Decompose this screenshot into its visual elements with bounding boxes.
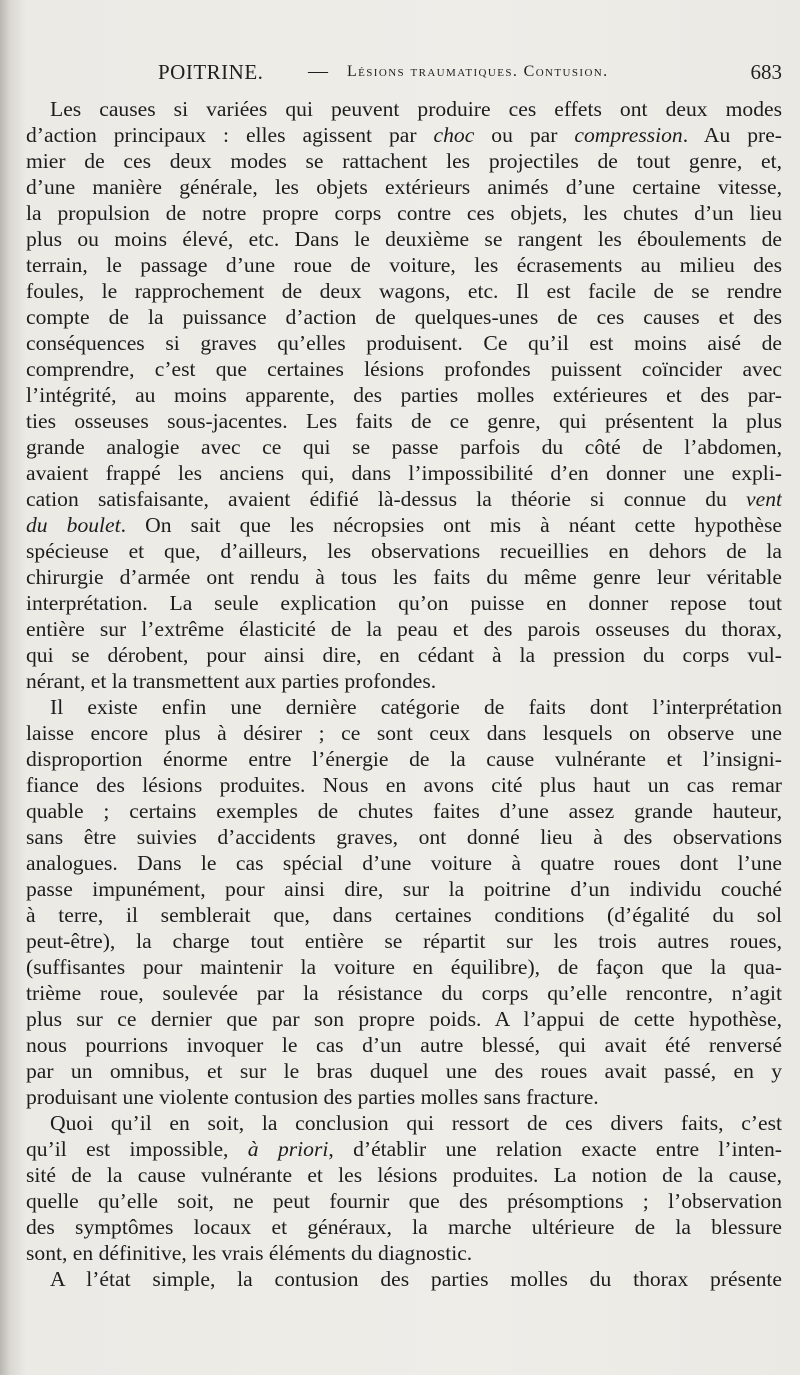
text-line: grande analogie avec ce qui se passe parfois du côté de l’abdomen, [26, 435, 782, 459]
text-line: par un omnibus, et sur le bras duquel une des roues avait passé, en y [26, 1059, 782, 1083]
italic-segment: vent [746, 487, 782, 511]
text-line [26, 486, 782, 512]
text-line: avaient frappé les anciens qui, dans l’impossibilité d’en donner une expli- [26, 461, 782, 485]
text-line: comprendre, c’est que certaines lésions profondes puissent coïncider avec [26, 357, 782, 381]
running-head-section: POITRINE. [158, 60, 264, 84]
running-head [50, 60, 782, 90]
text-line [26, 1136, 782, 1162]
text-line: chirurgie d’armée ont rendu à tous les faits du même genre leur véritable [26, 565, 782, 589]
text-segment: . Au pre- [682, 123, 782, 147]
text-line: entière sur l’extrême élasticité de la peau et des parois osseuses du thorax, [26, 617, 782, 641]
text-line: terrain, le passage d’une roue de voiture, les écrasements au milieu des [26, 253, 782, 277]
text-segment: d’action principaux : elles agissent par [26, 123, 434, 147]
text-line: Les causes si variées qui peuvent produire ces effets ont deux modes [50, 97, 782, 121]
text-line: produisant une violente contusion des parties molles sans fracture. [26, 1085, 599, 1109]
text-line: qui se dérobent, pour ainsi dire, en cédant à la pression du corps vul- [26, 643, 782, 667]
text-segment: . On sait que les nécropsies ont mis à néant cette hypothèse [120, 513, 782, 537]
text-line: conséquences si graves qu’elles produisent. Ce qu’il est moins aisé de [26, 331, 782, 355]
body-text [26, 96, 782, 1292]
text-line: quable ; certains exemples de chutes faites d’une assez grande hauteur, [26, 799, 782, 823]
italic-segment: compression [574, 123, 683, 147]
text-line: Il existe enfin une dernière catégorie de faits dont l’interprétation [50, 695, 782, 719]
text-segment: , d’établir une relation exacte entre l’inten- [328, 1137, 782, 1161]
text-line: laisse encore plus à désirer ; ce sont ceux dans lesquels on observe une [26, 721, 782, 745]
text-line: sans être suivies d’accidents graves, ont donné lieu à des observations [26, 825, 782, 849]
page-number: 683 [750, 60, 782, 84]
text-line: plus ou moins élevé, etc. Dans le deuxième se rangent les éboulements de [26, 227, 782, 251]
text-line: à terre, il semblerait que, dans certaines conditions (d’égalité du sol [26, 903, 782, 927]
text-line: sont, en définitive, les vrais éléments du diagnostic. [26, 1241, 473, 1265]
text-line: analogues. Dans le cas spécial d’une voiture à quatre roues dont l’une [26, 851, 782, 875]
text-line: trième roue, soulevée par la résistance du corps qu’elle rencontre, n’agit [26, 981, 782, 1005]
text-line: la propulsion de notre propre corps contre ces objets, les chutes d’un lieu [26, 201, 782, 225]
text-line: nous pourrions invoquer le cas d’un autre blessé, qui avait été renversé [26, 1033, 782, 1057]
text-line: mier de ces deux modes se rattachent les projectiles de tout genre, et, [26, 149, 782, 173]
text-segment: qu’il est impossible, [26, 1137, 248, 1161]
text-line: plus sur ce dernier que par son propre poids. A l’appui de cette hypothèse, [26, 1007, 782, 1031]
text-line: foules, le rapprochement de deux wagons, etc. Il est facile de se rendre [26, 279, 782, 303]
text-segment: ou par [474, 123, 575, 147]
text-line [26, 122, 782, 148]
running-head-dash: — [308, 60, 328, 82]
text-segment: cation satisfaisante, avaient édifié là-dessus la théorie si connue du [26, 487, 747, 511]
text-line [26, 512, 782, 538]
italic-segment: choc [433, 123, 475, 147]
text-line: sité de la cause vulnérante et les lésions produites. La notion de la cause, [26, 1163, 782, 1187]
text-line: fiance des lésions produites. Nous en avons cité plus haut un cas remar [26, 773, 782, 797]
text-line: d’une manière générale, les objets extérieurs animés d’une certaine vitesse, [26, 175, 782, 199]
text-line: (suffisantes pour maintenir la voiture en équilibre), de façon que la qua- [26, 955, 782, 979]
text-line: Quoi qu’il en soit, la conclusion qui ressort de ces divers faits, c’est [50, 1111, 782, 1135]
text-line: nérant, et la transmettent aux parties profondes. [26, 669, 437, 693]
italic-segment: à priori [247, 1137, 329, 1161]
text-line: passe impunément, pour ainsi dire, sur la poitrine d’un individu couché [26, 877, 782, 901]
text-line: des symptômes locaux et généraux, la marche ultérieure de la blessure [26, 1215, 782, 1239]
italic-segment: du boulet [26, 513, 121, 537]
text-line: l’intégrité, au moins apparente, des parties molles extérieures et des par- [26, 383, 782, 407]
text-line: disproportion énorme entre l’énergie de la cause vulnérante et l’insigni- [26, 747, 782, 771]
text-line: peut-être), la charge tout entière se répartit sur les trois autres roues, [26, 929, 782, 953]
text-line: compte de la puissance d’action de quelques-unes de ces causes et des [26, 305, 782, 329]
text-line: A l’état simple, la contusion des parties molles du thorax présente [50, 1267, 782, 1291]
text-line: interprétation. La seule explication qu’on puisse en donner repose tout [26, 591, 782, 615]
text-line: quelle qu’elle soit, ne peut fournir que des présomptions ; l’observation [26, 1189, 782, 1213]
text-line: spécieuse et que, d’ailleurs, les observations recueillies en dehors de la [26, 539, 782, 563]
text-line: ties osseuses sous-jacentes. Les faits de ce genre, qui présentent la plus [26, 409, 782, 433]
running-head-title: Lésions traumatiques. Contusion. [347, 63, 609, 80]
